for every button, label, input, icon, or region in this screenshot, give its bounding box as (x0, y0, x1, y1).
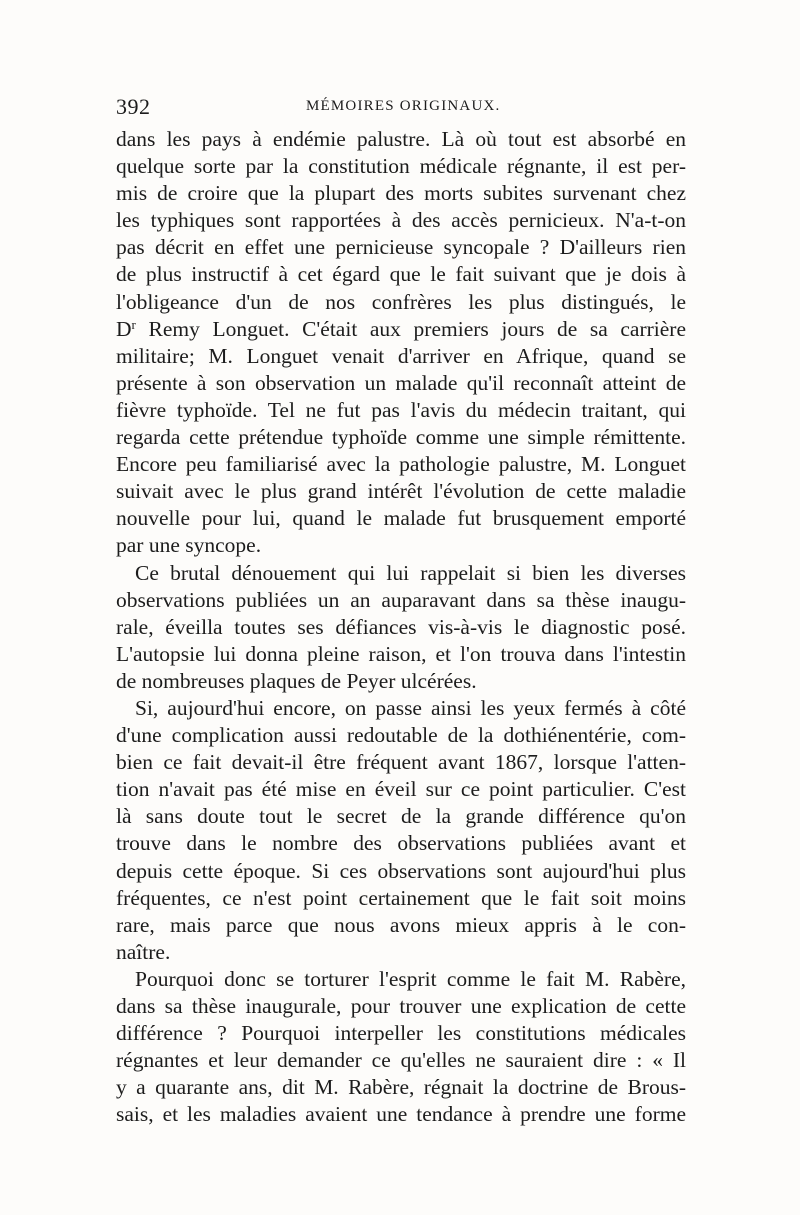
text-line: regarda cette prétendue typhoïde comme une simple rémittente. (116, 425, 686, 450)
text-line: sais, et les maladies avaient une tendance à prendre une forme (116, 1102, 686, 1127)
paragraph-1 (116, 126, 686, 560)
page-header (116, 94, 686, 124)
page-number: 392 (116, 94, 151, 119)
text-line: là sans doute tout le secret de la grande différence qu'on (116, 804, 686, 829)
text-line: dans sa thèse inaugurale, pour trouver une explication de cette (116, 994, 686, 1018)
text-line: Si, aujourd'hui encore, on passe ainsi les yeux fermés à côté (135, 695, 686, 720)
text-line: les typhiques sont rapportées à des accès pernicieux. N'a-t-on (116, 208, 686, 233)
text-line: de nombreuses plaques de Peyer ulcérées. (116, 668, 477, 693)
text-line: fièvre typhoïde. Tel ne fut pas l'avis du médecin traitant, qui (116, 397, 686, 422)
text-line: Ce brutal dénouement qui lui rappelait si bien les diverses (135, 560, 686, 585)
text-line: y a quarante ans, dit M. Rabère, régnait la doctrine de Brous- (116, 1075, 686, 1100)
text-line: bien ce fait devait-il être fréquent avant 1867, lorsque l'atten- (116, 750, 686, 775)
text-line: dans les pays à endémie palustre. Là où tout est absorbé en (116, 127, 686, 151)
text-line: rale, éveilla toutes ses défiances vis-à-vis le diagnostic posé. (116, 614, 686, 639)
doctor-abbrev: D (116, 316, 132, 341)
body-text (116, 126, 686, 1128)
text-line: quelque sorte par la constitution médicale régnante, il est per- (116, 154, 686, 179)
text-line: depuis cette époque. Si ces observations sont aujourd'hui plus (116, 858, 686, 883)
text-line: militaire; M. Longuet venait d'arriver en Afrique, quand se (116, 343, 686, 368)
text-line: de plus instructif à cet égard que le fait suivant que je dois à (116, 262, 686, 287)
text-line: l'obligeance d'un de nos confrères les plus distingués, le (116, 289, 686, 314)
text-line: mis de croire que la plupart des morts subites survenant chez (116, 181, 686, 206)
text-line: suivait avec le plus grand intérêt l'évolution de cette maladie (116, 479, 686, 504)
text-line: pas décrit en effet une pernicieuse syncopale ? D'ailleurs rien (116, 235, 686, 260)
paragraph-2 (116, 560, 686, 695)
text-line: Pourquoi donc se torturer l'esprit comme le fait M. Rabère, (135, 966, 686, 991)
paragraph-3 (116, 695, 686, 966)
text-line: tion n'avait pas été mise en éveil sur ce point particulier. C'est (116, 777, 686, 802)
text-line: Encore peu familiarisé avec la pathologie palustre, M. Longuet (116, 452, 686, 477)
text-line: observations publiées un an auparavant dans sa thèse inaugu- (116, 587, 686, 612)
text-line: d'une complication aussi redoutable de la dothiénentérie, com- (116, 723, 686, 748)
text-line-doctor (116, 316, 686, 343)
text-line: naître. (116, 939, 171, 964)
text-line: rare, mais parce que nous avons mieux appris à le con- (116, 912, 686, 937)
text-line: différence ? Pourquoi interpeller les constitutions médicales (116, 1021, 686, 1046)
text-line: présente à son observation un malade qu'il reconnaît atteint de (116, 370, 686, 395)
text-line: nouvelle pour lui, quand le malade fut brusquement emporté (116, 506, 686, 531)
doctor-line-rest: Remy Longuet. C'était aux premiers jours de sa carrière (135, 316, 686, 341)
text-line: fréquentes, ce n'est point certainement que le fait soit moins (116, 885, 686, 910)
doctor-abbrev-sup: r (131, 316, 136, 332)
text-line: L'autopsie lui donna pleine raison, et l'on trouva dans l'intestin (116, 641, 686, 666)
paragraph-4 (116, 966, 686, 1129)
text-line: trouve dans le nombre des observations publiées avant et (116, 831, 686, 856)
text-line: régnantes et leur demander ce qu'elles ne sauraient dire : « Il (116, 1048, 686, 1073)
text-line: par une syncope. (116, 533, 262, 558)
running-head: MÉMOIRES ORIGINAUX. (306, 98, 501, 114)
